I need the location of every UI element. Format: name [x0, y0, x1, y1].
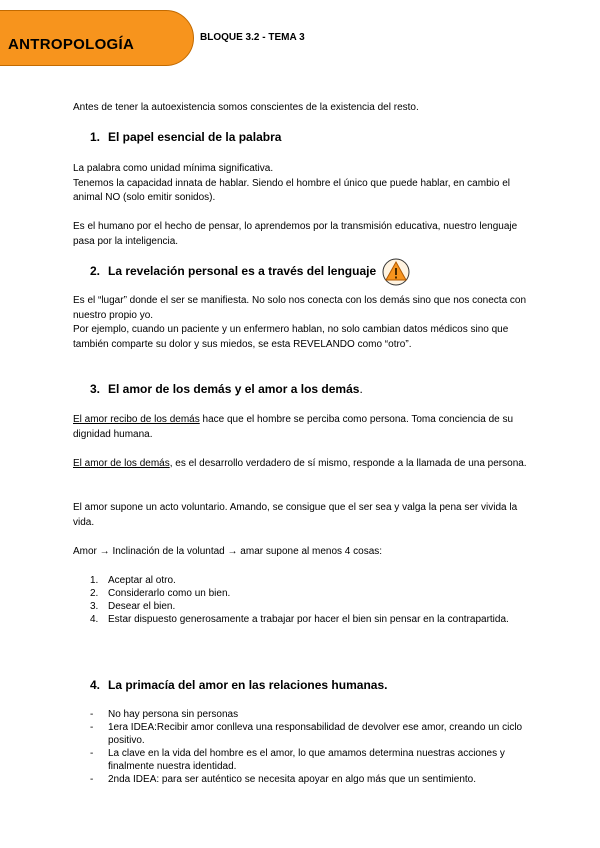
section-3-heading — [90, 382, 363, 396]
list-item: 1. Aceptar al otro. — [90, 575, 176, 586]
section-1-p1-line2: Tenemos la capacidad innata de hablar. Siendo el hombre el único que puede hablar, en cambio el animal NO (solo emitir sonidos). — [73, 177, 510, 203]
subject-title: ANTROPOLOGÍA — [8, 36, 135, 53]
section-4-title: La primacía del amor en las relaciones humanas. — [108, 678, 388, 692]
section-3-p2-rest: , es el desarrollo verdadero de sí mismo, responde a la llamada de una persona. — [169, 458, 527, 469]
section-3-p1-rest: hace que el hombre se perciba como persona. Toma conciencia de su dignidad humana. — [73, 414, 514, 440]
block-title: BLOQUE 3.2 - TEMA 3 — [200, 32, 305, 43]
section-3-title: El amor de los demás y el amor a los demás — [108, 382, 360, 396]
section-2-paragraph-2: Por ejemplo, cuando un paciente y un enfermero hablan, no solo cambian datos médicos sino que también comparte su dolor y sus miedos, se esta REVELANDO como “otro”. — [73, 324, 509, 350]
section-2-paragraph-1: Es el “lugar” donde el ser se manifiesta. No solo nos conecta con los demás sino que nos conecta con nuestro propio yo. — [73, 295, 527, 321]
section-3-paragraph-2 — [73, 457, 533, 472]
section-3-p2-underlined: El amor de los demás — [73, 458, 170, 469]
section-2-title: La revelación personal es a través del lenguaje — [108, 264, 377, 278]
section-2-heading — [90, 264, 376, 278]
section-1-heading — [90, 130, 281, 144]
list-item: - 2nda IDEA: para ser auténtico se necesita apoyar en algo más que un sentimiento. — [90, 774, 477, 785]
intro-paragraph: Antes de tener la autoexistencia somos conscientes de la existencia del resto. — [73, 102, 419, 113]
list-item: 2. Considerarlo como un bien. — [90, 588, 231, 599]
love-requirements-list — [90, 574, 510, 626]
section-3-title-end: . — [359, 382, 363, 396]
list-item: - La clave en la vida del hombre es el amor, lo que amamos determina nuestras acciones y finalmente nuestra identidad. — [90, 748, 505, 772]
section-3-number: 3. — [90, 382, 101, 396]
section-3-paragraph-4: Amor → Inclinación de la voluntad → amar supone al menos 4 cosas: — [73, 546, 383, 557]
section-4-number: 4. — [90, 678, 101, 692]
section-3-paragraph-1 — [73, 413, 533, 442]
section-1-title: El papel esencial de la palabra — [108, 130, 282, 144]
section-1-paragraph-1 — [73, 162, 533, 206]
primacy-of-love-list — [90, 708, 530, 786]
warning-icon — [382, 258, 410, 286]
section-2-number: 2. — [90, 264, 101, 278]
list-item: 4. Estar dispuesto generosamente a trabajar por hacer el bien sin pensar en la contrapartida. — [90, 614, 509, 625]
section-3-paragraph-3: El amor supone un acto voluntario. Amando, se consigue que el ser sea y valga la pena ser vivida la vida. — [73, 502, 518, 528]
list-item: - No hay persona sin personas — [90, 709, 239, 720]
section-1-number: 1. — [90, 130, 101, 144]
section-3-p1-underlined: El amor recibo de los demás — [73, 414, 200, 425]
section-4-heading — [90, 678, 387, 692]
section-1-paragraph-2: Es el humano por el hecho de pensar, lo aprendemos por la transmisión educativa, nuestro lenguaje pasa por la inteligencia. — [73, 221, 518, 247]
section-1-p1-line1: La palabra como unidad mínima significativa. — [73, 163, 274, 174]
list-item: 3. Desear el bien. — [90, 601, 176, 612]
list-item: - 1era IDEA:Recibir amor conlleva una responsabilidad de devolver ese amor, creando un ciclo positivo. — [90, 722, 523, 746]
